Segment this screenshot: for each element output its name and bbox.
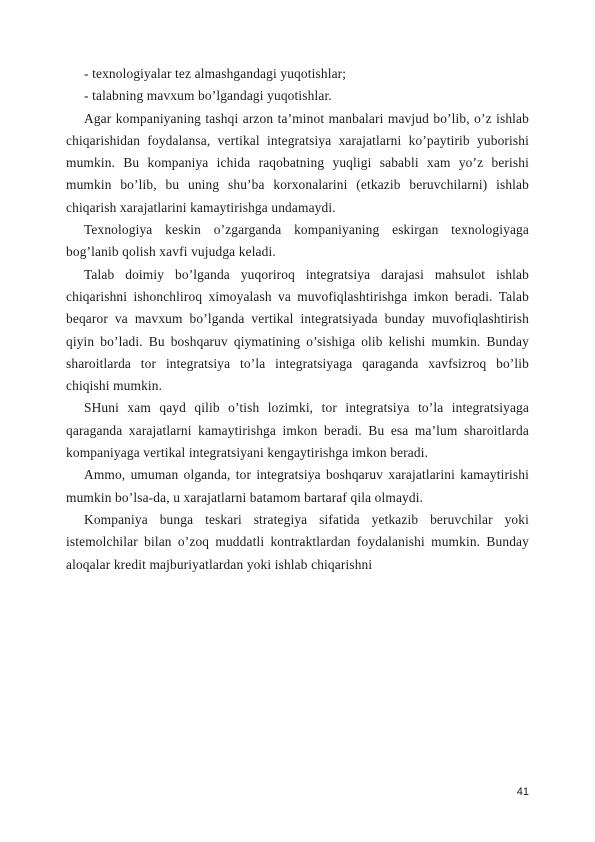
paragraph-narrow-integration: SHuni xam qayd qilib o’tish lozimki, tor integratsiya to’la integratsiyaga qaraganda xarajatlarni kamaytirishga imkon beradi. Bu esa ma’lum sharoitlarda kompaniyaga vertikal integratsiyani kengaytirishga imkon beradi. [66, 400, 529, 461]
page-number: 41 [516, 786, 529, 798]
paragraph-external-supply: Agar kompaniyaning tashqi arzon ta’minot manbalari mavjud bo’lib, o’z ishlab chiqarishidan foydalansa, vertikal integratsiya xarajatlarni ko’paytirib yuborishi mumkin. Bu kompaniya ichida raqobatning yuqligi sababli xam yo’z berishi mumkin bo’lib, bu uning shu’ba korxonalarini (etkazib beruvchilarni) ishlab chiqarish xarajatlarini kamaytirishga undamaydi. [66, 110, 529, 215]
paragraph-long-term-contracts: Kompaniya bunga teskari strategiya sifatida yetkazib beruvchilar yoki istemolchilar bilan o’zoq muddatli kontraktlardan foydalanishi mumkin. Bunday aloqalar kredit majburiyatlardan yoki ishlab chiqarishni [66, 511, 529, 572]
paragraph-technology-change: Texnologiya keskin o’zgarganda kompaniyaning eskirgan texnologiyaga bog’lanib qolish xavfi vujudga keladi. [66, 222, 529, 260]
document-body [66, 63, 529, 576]
paragraph-list-item-technology-losses: - texnologiyalar tez almashgandagi yuqotishlar; [84, 66, 347, 81]
paragraph-list-item-demand-losses: - talabning mavxum bo’lgandagi yuqotishlar. [84, 88, 332, 104]
paragraph-management-costs: Ammo, umuman olganda, tor integratsiya boshqaruv xarajatlarini kamaytirishi mumkin bo’lsa-da, u xarajatlarni batamom bartaraf qila olmaydi. [66, 467, 529, 505]
paragraph-stable-demand: Talab doimiy bo’lganda yuqoriroq integratsiya darajasi mahsulot ishlab chiqarishni ishonchliroq ximoyalash va muvofiqlashtirishga imkon beradi. Talab beqaror va mavxum bo’lganda vertikal integratsiyada bunday muvofiqlashtirish qiyin bo’ladi. Bu boshqaruv qiymatining o’sishiga olib kelishi mumkin. Bunday sharoitlarda tor integratsiya to’la integratsiyaga qaraganda xavfsizroq bo’lib chiqishi mumkin. [66, 266, 529, 394]
